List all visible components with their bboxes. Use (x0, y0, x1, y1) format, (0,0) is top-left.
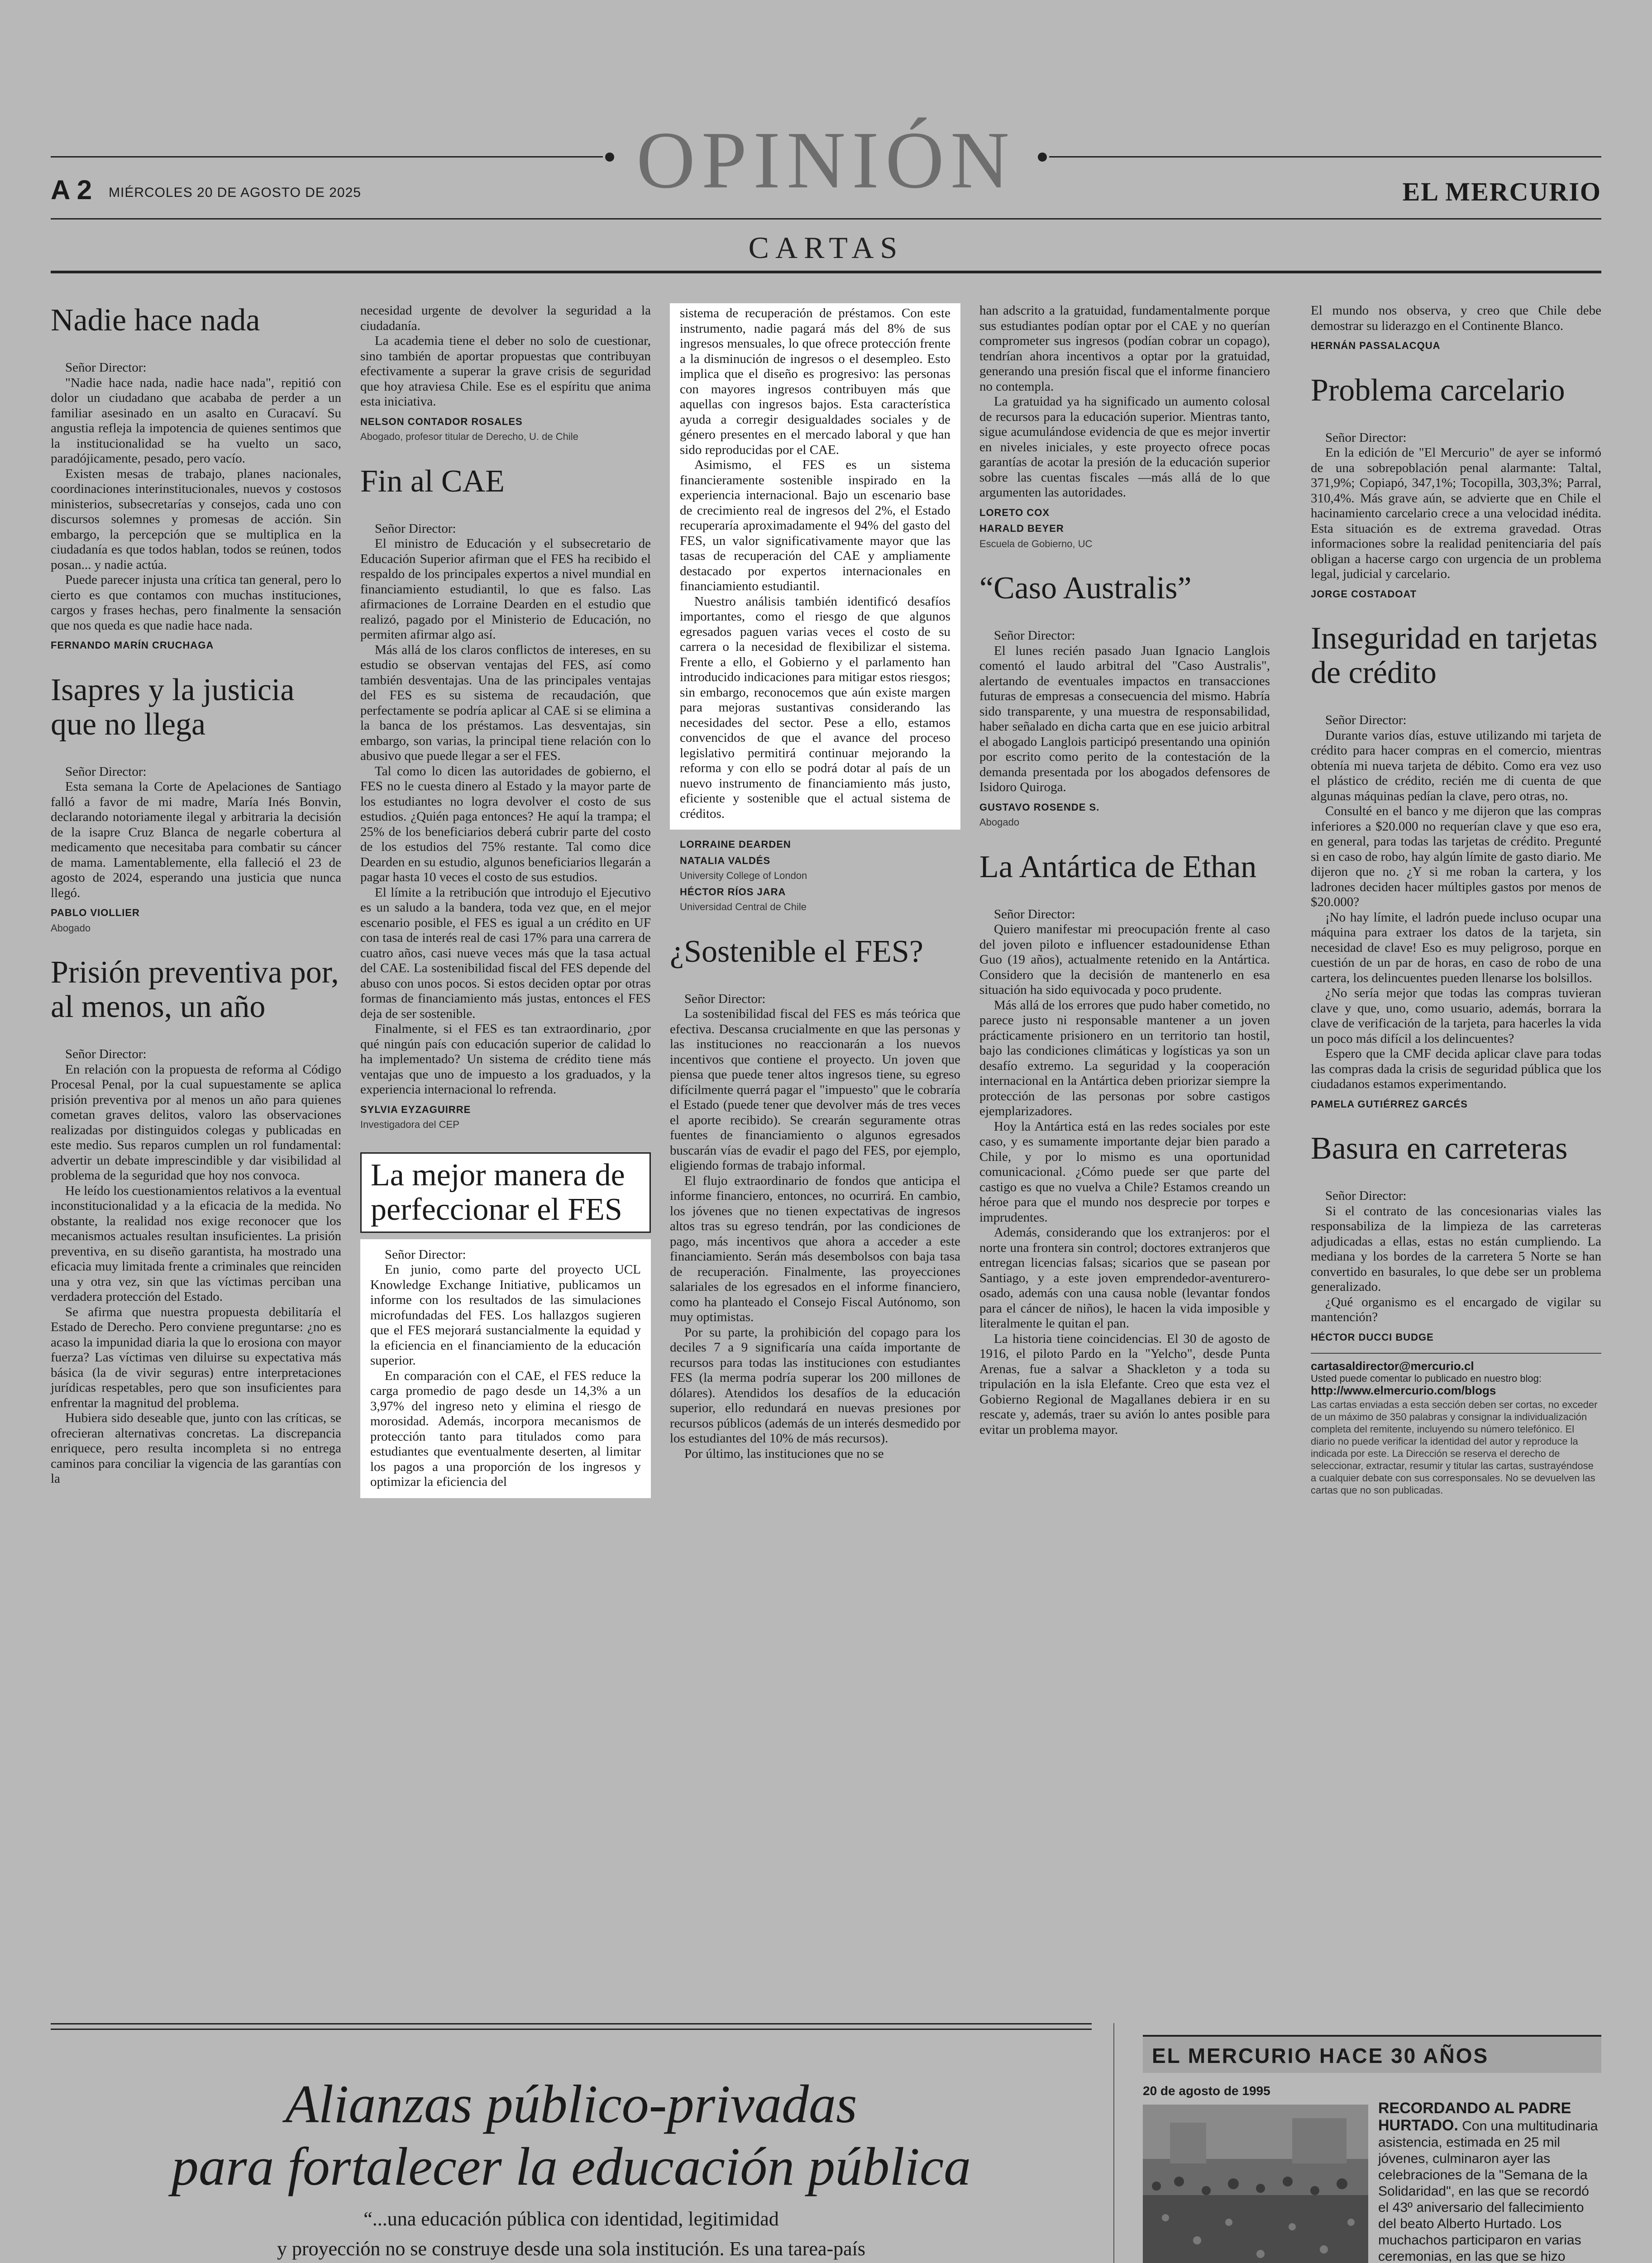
letter-paragraph: "Nadie hace nada, nadie hace nada", repitió con dolor un ciudadano que acababa de perder a un familiar asesinado en un asalto en Curacaví. Su angustia refleja la impotencia de quienes sentimos que la institucionalidad se ha vuelto un saco, paradójicamente, pesado, pero vacío. (51, 375, 341, 466)
letter-paragraph: Se afirma que nuestra propuesta debilitaría el Estado de Derecho. Pero conviene preguntarse: ¿no es acaso la impunidad diaria la que lo erosiona con mayor fuerza? Las víctimas ven diluirse su expectativa más básica (la de vivir seguras) entre interpretaciones jurídicas respetables, pero que son insuficientes para enfrentar la magnitud del problema. (51, 1304, 341, 1410)
section-title: OPINIÓN (636, 115, 1016, 205)
letter-paragraph: Si el contrato de las concesionarias viales las responsabiliza de la limpieza de las carreteras adjudicadas a ellas, estas no están cumpliendo. La mediana y los bordes de la carretera 5 Norte se han convertido en basurales, lo que debe ser un problema generalizado. (1311, 1203, 1601, 1294)
featured-letter-body (360, 1239, 651, 1498)
letter-signature: LORRAINE DEARDEN (680, 839, 791, 850)
history-header: EL MERCURIO HACE 30 AÑOS (1143, 2035, 1601, 2073)
letter-title: “Caso Australis” (979, 571, 1192, 606)
contact-blog-text: Usted puede comentar lo publicado en nuestro blog: (1311, 1373, 1542, 1384)
letter-paragraph: Finalmente, si el FES es tan extraordinario, ¿por qué ningún país con educación superior de calidad lo ha implementado? Un sistema de crédito tiene más ventajas que uno de impuesto a los graduados, y la experiencia internacional lo refrenda. (360, 1022, 651, 1097)
letter-role: Abogado, profesor titular de Derecho, U. de Chile (360, 431, 578, 442)
letter-greeting: Señor Director: (1325, 713, 1407, 727)
letter-title: La Antártica de Ethan (979, 849, 1257, 884)
letter-title: Nadie hace nada (51, 303, 260, 338)
contact-box (1311, 1360, 1601, 1496)
letter-paragraph: La sostenibilidad fiscal del FES es más teórica que efectiva. Descansa crucialmente en que las personas y las instituciones no reaccionarán a los nuevos incentivos que contiene el proyecto. Un joven que piensa que puede tener altos ingresos tiene, su egreso difícilmente querrá pagar el "impuesto" que le cobraría el Estado (puede tener que devolver más de tres veces el aporte recibido). Se crearán seguramente otras fuentes de financiamiento o algunos egresados buscarán vías de evadir el pago del FES, por ejemplo, eligiendo formas de trabajo informal. (670, 1007, 960, 1173)
letters-column-5 (1311, 303, 1601, 1496)
letter-paragraph: Nuestro análisis también identificó desafíos importantes, como el riesgo de que algunos egresados paguen varias veces el costo de su carrera o la necesidad de flexibilizar el sistema. Frente a ello, el Gobierno y el parlamento han introducido indicaciones para mitigar estos riesgos; sin embargo, reconocemos que aún existe margen para mejoras sustantivas considerando las necesidades del sector. Pese a ello, estamos convencidos de que el avance del proceso legislativo permitirá continuar mejorando la reforma y con ello se podrá dotar al país de un nuevo instrumento de financiamiento más justo, eficiente y sostenible que el actual sistema de créditos. (680, 594, 950, 821)
letter-greeting: Señor Director: (65, 1047, 147, 1061)
letter-greeting: Señor Director: (65, 764, 147, 779)
letter-signature: SYLVIA EYZAGUIRRE (360, 1103, 471, 1115)
letter-paragraph: Puede parecer injusta una crítica tan general, pero lo cierto es que contamos con muchas instituciones, cargos y frases hechas, pero finalmente la sensación que nos queda es que nadie hace nada. (51, 573, 341, 633)
page-number: A 2 (51, 175, 92, 205)
letter-paragraph: Por su parte, la prohibición del copago para los deciles 7 a 9 significaría una caída importante de recursos para todas las instituciones con estudiantes FES (la merma podría superar los 200 millones de dólares). Atendidos los desafíos de la educación superior, ello redundará en nuevas presiones por recursos públicos (además de un interés desmedido por los estudiantes del 10% de más recursos). (670, 1325, 960, 1446)
letter-title: ¿Sostenible el FES? (670, 934, 923, 969)
letters-column-2 (360, 303, 651, 1498)
letter-greeting: Señor Director: (994, 628, 1075, 643)
page-date: MIÉRCOLES 20 DE AGOSTO DE 2025 (109, 185, 361, 200)
letter-greeting: Señor Director: (65, 360, 147, 375)
letter-paragraph: Más allá de los errores que pudo haber cometido, no parece justo ni responsable mantener a un joven prácticamente prisionero en un territorio tan hostil, bajo las condiciones climáticas y logísticas ya son un desafío extremo. La seguridad y la cooperación internacional en la Antártica deben priorizar siempre la protección de las personas por sobre castigos ejemplarizadores. (979, 998, 1270, 1118)
letter-title: Inseguridad en tarjetas de crédito (1311, 621, 1598, 690)
letter-greeting: Señor Director: (994, 907, 1075, 921)
letter-signature: LORETO COX (979, 506, 1050, 518)
letter-paragraph: La academia tiene el deber no solo de cuestionar, sino también de aportar propuestas que contribuyan efectivamente a superar la grave crisis de seguridad que hoy atraviesa Chile. Ese es el espíritu que anima esta iniciativa. (360, 334, 651, 409)
letter-role: Escuela de Gobierno, UC (979, 538, 1093, 549)
letter-role: Universidad Central de Chile (680, 901, 807, 912)
letter-greeting: Señor Director: (385, 1247, 466, 1262)
letter-signature: HERNÁN PASSALACQUA (1311, 340, 1441, 351)
featured-letter-body-continued (670, 303, 960, 830)
letter-paragraph: Además, considerando que los extranjeros: por el norte una frontera sin control; doctores extranjeros que entregan licencias falsas; sicarios que se pasean por Santiago, y a este joven emprendedor-aventurero-osado, además con una causa noble (levantar fondos para el cáncer de niños), le hacen la vida imposible y literalmente le quitan el pan. (979, 1225, 1270, 1331)
letter-paragraph: La gratuidad ya ha significado un aumento colosal de recursos para la educación superior. Mientras tanto, sigue acumulándose evidencia de que es mejor invertir en niveles iniciales, y este proyecto ofrece pocas garantías de acotar la presión de la educación superior sobre las cuentas fiscales —más allá de lo que argumenten las autoridades. (979, 394, 1270, 500)
letter-greeting: Señor Director: (375, 521, 456, 536)
crowd-photo-icon (1143, 2105, 1368, 2263)
letter-paragraph: En junio, como parte del proyecto UCL Knowledge Exchange Initiative, publicamos un informe con los resultados de las simulaciones microfundadas del FES. Los hallazgos sugieren que el FES mejorará sustancialmente la equidad y la eficiencia en el financiamiento de la educación superior. (370, 1262, 641, 1368)
pull-quote-line: “...una educación pública con identidad, legitimidad (363, 2208, 779, 2230)
letter-paragraph: Tal como lo dicen las autoridades de gobierno, el FES no le cuesta dinero al Estado y la mayor parte de los estudiantes no logra devolver el costo de sus estudios. ¿Quién paga entonces? He aquí la trampa; el 25% de los beneficiarios deberá cubrir parte del costo de los estudios del 75% restante. Tal como dice Dearden en su estudio, algunos beneficiarios llegarán a pagar hasta 10 veces el costo de sus estudios. (360, 764, 651, 884)
letter-paragraph: El mundo nos observa, y creo que Chile debe demostrar su liderazgo en el Continente Blanco. (1311, 303, 1601, 333)
letter-role: Abogado (979, 816, 1020, 828)
letter-role: University College of London (680, 870, 807, 881)
history-photo (1143, 2105, 1368, 2263)
letter-paragraph: Esta semana la Corte de Apelaciones de Santiago falló a favor de mi madre, María Inés Bonvin, declarando notoriamente ilegal y arbitraria la decisión de la isapre Cruz Blanca de negarle cobertura al medicamento que necesitaba para combatir su cáncer de mama. Lamentablemente, ella falleció el 23 de agosto de 2024, esperando una justicia que nunca llegó. (51, 779, 341, 900)
letter-paragraph: Durante varios días, estuve utilizando mi tarjeta de crédito para hacer compras en el comercio, mientras obtenía mi nueva tarjeta de débito. Como era vez uso el plástico de crédito, recién me di cuenta de que algunas máquinas pedían la clave, pero otras, no. (1311, 728, 1601, 803)
letter-signature: NATALIA VALDÉS (680, 855, 771, 866)
letter-paragraph: necesidad urgente de devolver la seguridad a la ciudadanía. (360, 303, 651, 333)
letter-paragraph: El flujo extraordinario de fondos que anticipa el informe financiero, entonces, no ocurrirá. En cambio, los jóvenes que no tienen expectativas de ingresos altos tras su egreso tendrán, por las condiciones de pago, más incentivos que ahora a acceder a este financiamiento. Serán más desembolsos con baja tasa de recuperación. Finalmente, las proyecciones salariales de los egresados en el informe financiero, como ha planteado el Consejo Fiscal Autónomo, son muy optimistas. (670, 1173, 960, 1324)
column-title-line: para fortalecer la educación pública (171, 2136, 971, 2196)
letter-paragraph: Consulté en el banco y me dijeron que las compras inferiores a $20.000 no requerían clave y que eso era, en general, para todas las tarjetas de crédito. Pregunté si en caso de robo, hay algún límite de gasto diario. Me dijeron que no. ¿Y si me roban la cartera, y los ladrones deciden hacer múltiples gastos por menos de $20.000? (1311, 804, 1601, 909)
letter-signature: NELSON CONTADOR ROSALES (360, 415, 523, 427)
column-title (51, 2073, 1092, 2198)
letter-paragraph: El lunes recién pasado Juan Ignacio Langlois comentó el laudo arbitral del "Caso Australis", alertando de eventuales impactos en transacciones futuras de empresas a consecuencia del mismo. Habría sido transparente, y una muestra de responsabilidad, haber señalado en dicha carta que en ese juicio arbitral el abogado Langlois participó presentando una opinión por escrito como perito de la contestación de la demanda presentada por los abogados defensores de Isidoro Quiroga. (979, 643, 1270, 794)
letter-paragraph: Existen mesas de trabajo, planes nacionales, coordinaciones interinstitucionales, nuevos y costosos ministerios, subsecretarías y consejos, cada uno con discursos solemnes y promesas de acción. Sin embargo, la percepción que se multiplica en la ciudadanía es que todos hablan, todos se reúnen, todos posan... y nadie actúa. (51, 466, 341, 572)
contact-email-link[interactable]: cartasaldirector@mercurio.cl (1311, 1359, 1474, 1373)
letter-paragraph: sistema de recuperación de préstamos. Con este instrumento, nadie pagará más del 8% de sus ingresos mensuales, lo que ofrece protección frente a la disminución de ingresos o el desempleo. Esto implica que el diseño es progresivo: las personas con mayores ingresos contribuyen más que aquellas con ingresos bajos. Esta característica ayuda a corregir desigualdades sociales y de género presentes en el mercado laboral y que han sido reproducidas por el CAE. (680, 306, 950, 457)
letter-role: Abogado (51, 922, 91, 934)
letter-paragraph: En comparación con el CAE, el FES reduce la carga promedio de pago desde un 14,3% a un 3,97% del ingreso neto y elimina el riesgo de morosidad. Además, incorpora mecanismos de protección tanto para titulados como para estudiantes que eventualmente deserten, al limitar los pagos a una proporción de los ingresos y optimizar la eficiencia del (370, 1368, 641, 1489)
contact-divider (1311, 1353, 1601, 1354)
letter-greeting: Señor Director: (1325, 430, 1407, 445)
letter-title: Isapres y la justicia que no llega (51, 672, 295, 742)
history-item-text: Con una multitudinaria asistencia, estimada en 25 mil jóvenes, culminaron ayer las celebraciones de la "Semana de la Solidaridad", en las que se recordó el 43º aniversario del fallecimiento del beato Alberto Hurtado. Los muchachos participaron en varias ceremonias, en las que se hizo (1378, 2119, 1598, 2263)
letter-title: Fin al CAE (360, 463, 505, 499)
letter-paragraph: Hoy la Antártica está en las redes sociales por este caso, y es sumamente importante dejar bien parado a Chile, y por lo mismo es una oportunidad comunicacional. ¿Cómo puede ser que parte del castigo es que no vuelva a Chile? Estamos creando un héroe para que el mundo nos desprecie por torpes e imprudentes. (979, 1119, 1270, 1225)
letter-paragraph: En la edición de "El Mercurio" de ayer se informó de una sobrepoblación penal alarmante: Taltal, 371,9%; Copiapó, 347,1%; Tocopilla, 303,3%; Parral, 310,4%. Más grave aún, se advierte que en Chile el hacinamiento carcelario crece a una velocidad inédita. Esta situación es de extrema gravedad. Otras informaciones sobre la realidad penitenciaria del país obligan a hacerse cargo con urgencia de un problema legal, judicial y carcelario. (1311, 445, 1601, 581)
letters-column-3 (670, 303, 960, 1461)
letter-signature: PABLO VIOLLIER (51, 907, 140, 918)
letter-signature: HARALD BEYER (979, 523, 1064, 534)
letter-paragraph: El límite a la retribución que introdujo el Ejecutivo es un saludo a la bandera, toda vez que, en el mejor escenario posible, el FES es igual a un crédito en UF con tasa de interés real de casi 17% para una carrera de cuatro años, casi nueve veces más que la tasa actual del CAE. La sostenibilidad fiscal del FES depende del abuso con unos pocos. Si estos deciden optar por otras formas de financiamiento más justas, entonces el FES deja de ser sostenible. (360, 885, 651, 1021)
subsection-title: CARTAS (748, 230, 904, 265)
contact-blog-link[interactable]: http://www.elmercurio.com/blogs (1311, 1384, 1496, 1397)
history-item-hurtado (1378, 2100, 1601, 2263)
letter-title: Prisión preventiva por, al menos, un año (51, 955, 339, 1024)
letter-signature: PAMELA GUTIÉRREZ GARCÉS (1311, 1098, 1468, 1110)
letter-paragraph: ¿No sería mejor que todas las compras tuvieran clave y que, uno, como usuario, además, borrara la clave de verificación de la tarjeta, para hacerles la vida un poco más difícil a los delincuentes? (1311, 986, 1601, 1046)
letter-paragraph: Espero que la CMF decida aplicar clave para todas las compras dada la crisis de seguridad pública que los ciudadanos estamos experimentando. (1311, 1046, 1601, 1091)
letter-paragraph: Asimismo, el FES es un sistema financieramente sostenible inspirado en la experiencia internacional. Bajo un escenario base de crecimiento real de ingresos del 2%, el Estado recuperaría aproximadamente el 94% del gasto del FES, un valor significativamente mayor que las tasas de recuperación del CAE y ampliamente destacado por expertos internacionales en financiamiento estudiantil. (680, 458, 950, 593)
letter-paragraph: Quiero manifestar mi preocupación frente al caso del joven piloto e influencer estadounidense Ethan Guo (19 años), actualmente retenido en la Antártica. Considero que la decisión de mantenerlo en esa situación ha sido equivocada y poco prudente. (979, 922, 1270, 997)
pull-quote-line: y proyección no se construye desde una sola institución. Es una tarea-país (277, 2238, 866, 2260)
column-title-line: Alianzas público-privadas (285, 2074, 857, 2134)
letter-paragraph: La historia tiene coincidencias. El 30 de agosto de 1916, el piloto Pardo en la "Yelcho", desde Punta Arenas, fue a salvar a Shackleton y a toda su tripulación en la isla Elefante. Creo que esta vez el Gobierno Regional de Magallanes debiera ir en su rescate y, además, traer su avión lo antes posible para evitar un problema mayor. (979, 1331, 1270, 1437)
bottom-rule-2 (51, 2029, 1092, 2030)
letter-greeting: Señor Director: (1325, 1189, 1407, 1203)
newspaper-name: EL MERCURIO (1402, 177, 1601, 206)
letters-column-4 (979, 303, 1270, 1437)
letter-paragraph: El ministro de Educación y el subsecretario de Educación Superior afirman que el FES ha recibido el respaldo de los principales expertos a nivel mundial en financiamiento estudiantil, lo que es falso. Las afirmaciones de Lorraine Dearden en el estudio que realizó, pagado por el Ministerio de Educación, no permiten afirmar algo así. (360, 536, 651, 642)
letter-title: Basura en carreteras (1311, 1131, 1568, 1166)
letter-paragraph: ¿Qué organismo es el encargado de vigilar su mantención? (1311, 1294, 1601, 1324)
letter-paragraph: He leído los cuestionamientos relativos a la eventual inconstitucionalidad y a la eficacia de la medida. No obstante, la realidad nos exige reconocer que los mecanismos actuales resultan insuficientes. La prisión preventiva, en su diseño garantista, ha mostrado una eficacia muy limitada frente a criminales que reinciden una y otra vez, sin que las víctimas perciban una verdadera protección del Estado. (51, 1183, 341, 1304)
history-date-30: 20 de agosto de 1995 (1143, 2084, 1270, 2098)
letter-paragraph: En relación con la propuesta de reforma al Código Procesal Penal, por la cual supuestamente se aplica prisión preventiva por al menos un año para quienes cometan graves delitos, valoro las observaciones realizadas por distinguidos colegas y publicadas en este medio. Sus reparos cumplen un rol fundamental: advertir un debate imprescindible y dar visibilidad al problema de la seguridad que hoy nos convoca. (51, 1062, 341, 1183)
letter-signature: JORGE COSTADOAT (1311, 588, 1417, 600)
history-item-title: RECORDANDO AL PADRE HURTADO. (1378, 2100, 1571, 2134)
letter-title: Problema carcelario (1311, 372, 1565, 408)
column-pull-quote (51, 2204, 1092, 2263)
letter-signature: HÉCTOR RÍOS JARA (680, 886, 786, 898)
letter-role: Investigadora del CEP (360, 1119, 459, 1130)
featured-letter-title-box (360, 1152, 651, 1233)
letter-paragraph: Más allá de los claros conflictos de intereses, en su estudio se observan ventajas del FES, así como también desventajas. Una de las principales ventajas del FES es su sistema de recaudación, que perfectamente se podría aplicar al CAE si se elimina a la banca de los préstamos. Las desventajas, sin embargo, son varias, la principal tiene relación con lo abusivo que puede llegar a ser el FES. (360, 642, 651, 763)
bottom-rule-1 (51, 2023, 1092, 2024)
letter-greeting: Señor Director: (684, 991, 766, 1006)
letters-column-1 (51, 303, 341, 1487)
letter-paragraph: Por último, las instituciones que no se (684, 1446, 884, 1461)
header-rule-top (51, 218, 1601, 220)
contact-rules: Las cartas enviadas a esta sección deben ser cortas, no exceder de un máximo de 350 palabras y consignar la individualización completa del remitente, incluyendo su número telefónico. El diario no puede verificar la identidad del autor y reproduce la indicada por este. La Dirección se reserva el derecho de seleccionar, extractar, resumir y titular las cartas, sustrayéndose a cualquier debate con sus corresponsales. No se devuelven las cartas que no son publicadas. (1311, 1399, 1598, 1496)
letter-paragraph: han adscrito a la gratuidad, fundamentalmente porque sus estudiantes podían optar por el CAE y no querían comprometer sus ingresos (podían cobrar un copago), tendrían ahora incentivos a optar por la gratuidad, generando una presión fiscal que el informe financiero no contempla. (979, 303, 1270, 394)
header-rule-bottom (51, 271, 1601, 273)
letter-title: La mejor manera de perfeccionar el FES (371, 1157, 625, 1227)
letter-paragraph: Hubiera sido deseable que, junto con las críticas, se ofrecieran alternativas concretas. La discrepancia enriquece, pero resulta incompleta si no entrega caminos para conciliar la vigencia de las garantías con la (51, 1411, 341, 1486)
letter-signature: HÉCTOR DUCCI BUDGE (1311, 1331, 1434, 1343)
letter-signature: GUSTAVO ROSENDE S. (979, 801, 1100, 813)
letter-paragraph: ¡No hay límite, el ladrón puede incluso ocupar una máquina para extraer los datos de la tarjeta, sin necesidad de clave! Eso es muy peligroso, porque en cuestión de un par de horas, en caso de robo de una cartera, los delincuentes pueden llenarse los bolsillos. (1311, 910, 1601, 985)
letter-signature: FERNANDO MARÍN CRUCHAGA (51, 640, 214, 651)
bottom-vertical-divider (1113, 2023, 1114, 2263)
